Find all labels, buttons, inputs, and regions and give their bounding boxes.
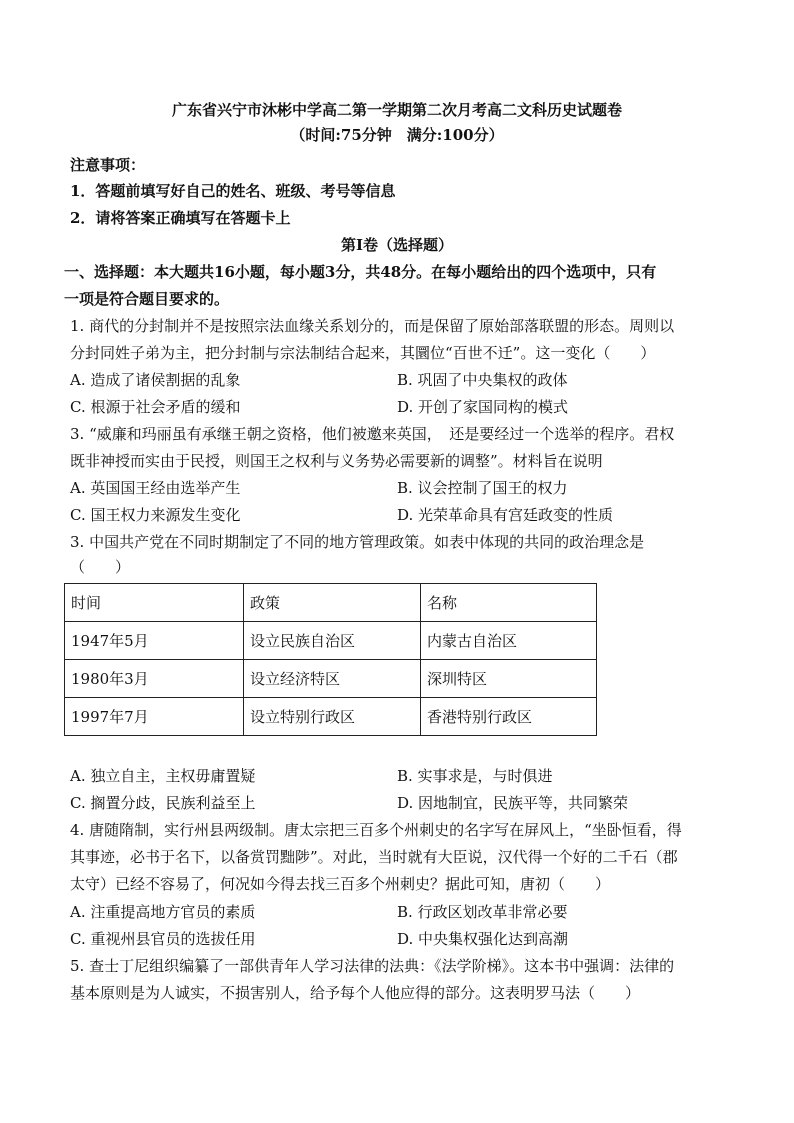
question-2-option-d: D. 光荣革命具有宫廷政变的性质 (397, 506, 614, 524)
question-5-line-2: 基本原则是为人诚实，不损害别人，给予每个人他应得的部分。这表明罗马法（ ） (70, 984, 641, 1002)
question-3-option-b: B. 实事求是，与时俱进 (397, 767, 553, 785)
table-cell: 深圳特区 (421, 660, 597, 698)
question-4-line-1: 4. 唐随隋制，实行州县两级制。唐太宗把三百多个州刺史的名字写在屏风上，“坐卧恒看，得 (70, 821, 682, 839)
table-cell: 设立特别行政区 (244, 698, 421, 736)
question-4-line-3: 太守）已经不容易了，何况如今得去找三百多个州刺史？据此可知，唐初（ ） (70, 875, 611, 893)
question-3-option-c: C. 搁置分歧，民族利益至上 (70, 794, 256, 812)
question-4-option-b: B. 行政区划改革非常必要 (397, 903, 568, 921)
question-3-option-a: A. 独立自主，主权毋庸置疑 (70, 767, 256, 785)
table-row (65, 622, 597, 660)
table-header-cell: 政策 (244, 584, 421, 622)
question-5-line-1: 5. 查士丁尼组织编纂了一部供青年人学习法律的法典：《法学阶梯》。这本书中强调：法律的 (70, 957, 675, 975)
table-cell: 1997年7月 (65, 698, 244, 736)
notice-heading: 注意事项： (70, 156, 146, 174)
table-row (65, 660, 597, 698)
table-cell: 设立经济特区 (244, 660, 421, 698)
question-1-option-b: B. 巩固了中央集权的政体 (397, 371, 568, 389)
question-1-option-c: C. 根源于社会矛盾的缓和 (70, 398, 241, 416)
question-2-option-c: C. 国王权力来源发生变化 (70, 506, 241, 524)
question-3-option-d: D. 因地制宜，民族平等，共同繁荣 (397, 794, 629, 812)
question-1-line-1: 1. 商代的分封制并不是按照宗法血缘关系划分的，而是保留了原始部落联盟的形态。周则以 (70, 317, 675, 335)
table-header-cell: 时间 (65, 584, 244, 622)
question-3-line-1: 3. 中国共产党在不同时期制定了不同的地方管理政策。如表中体现的共同的政治理念是 (70, 533, 645, 551)
question-2-line-2: 既非神授而实由于民授，则国王之权利与义务势必需要新的调整”。材料旨在说明 (70, 452, 603, 470)
section-title: 第I卷（选择题） (340, 236, 454, 254)
question-3-line-2: （ ） (70, 558, 131, 576)
question-2-option-a: A. 英国国王经由选举产生 (70, 479, 241, 497)
table-cell: 1980年3月 (65, 660, 244, 698)
table-cell: 1947年5月 (65, 622, 244, 660)
question-1-line-2: 分封同姓子弟为主，把分封制与宗法制结合起来，其圜位“百世不迁”。这一变化（ ） (70, 344, 656, 362)
exam-subtitle: （时间:75分钟 满分:100分） (290, 126, 504, 144)
question-4-option-a: A. 注重提高地方官员的素质 (70, 903, 256, 921)
section-instruction-line-1: 一、选择题：本大题共16小题，每小题3分，共48分。在每小题给出的四个选项中，只有 (64, 263, 657, 281)
table-row (65, 698, 597, 736)
policy-table (64, 583, 597, 736)
notice-item-1: 1．答题前填写好自己的姓名、班级、考号等信息 (70, 182, 396, 200)
question-2-option-b: B. 议会控制了国王的权力 (397, 479, 568, 497)
question-4-option-d: D. 中央集权强化达到高潮 (397, 930, 569, 948)
question-4-option-c: C. 重视州县官员的选拔任用 (70, 930, 256, 948)
question-1-option-a: A. 造成了诸侯割据的乱象 (70, 371, 241, 389)
notice-item-2: 2．请将答案正确填写在答题卡上 (70, 209, 291, 227)
table-cell: 内蒙古自治区 (421, 622, 597, 660)
table-cell: 设立民族自治区 (244, 622, 421, 660)
section-instruction-line-2: 一项是符合题目要求的。 (64, 290, 230, 308)
table-header-cell: 名称 (421, 584, 597, 622)
question-4-line-2: 其事迹，必书于名下，以备赏罚黜陟”。对此，当时就有大臣说，汉代得一个好的二千石（郡 (70, 848, 678, 866)
question-1-option-d: D. 开创了家国同构的模式 (397, 398, 569, 416)
table-cell: 香港特别行政区 (421, 698, 597, 736)
exam-title: 广东省兴宁市沐彬中学高二第一学期第二次月考高二文科历史试题卷 (171, 101, 622, 119)
question-2-line-1: 3. “威廉和玛丽虽有承继王朝之资格，他们被邀来英国， 还是要经过一个选举的程序。君权 (70, 425, 675, 443)
table-header-row (65, 584, 597, 622)
